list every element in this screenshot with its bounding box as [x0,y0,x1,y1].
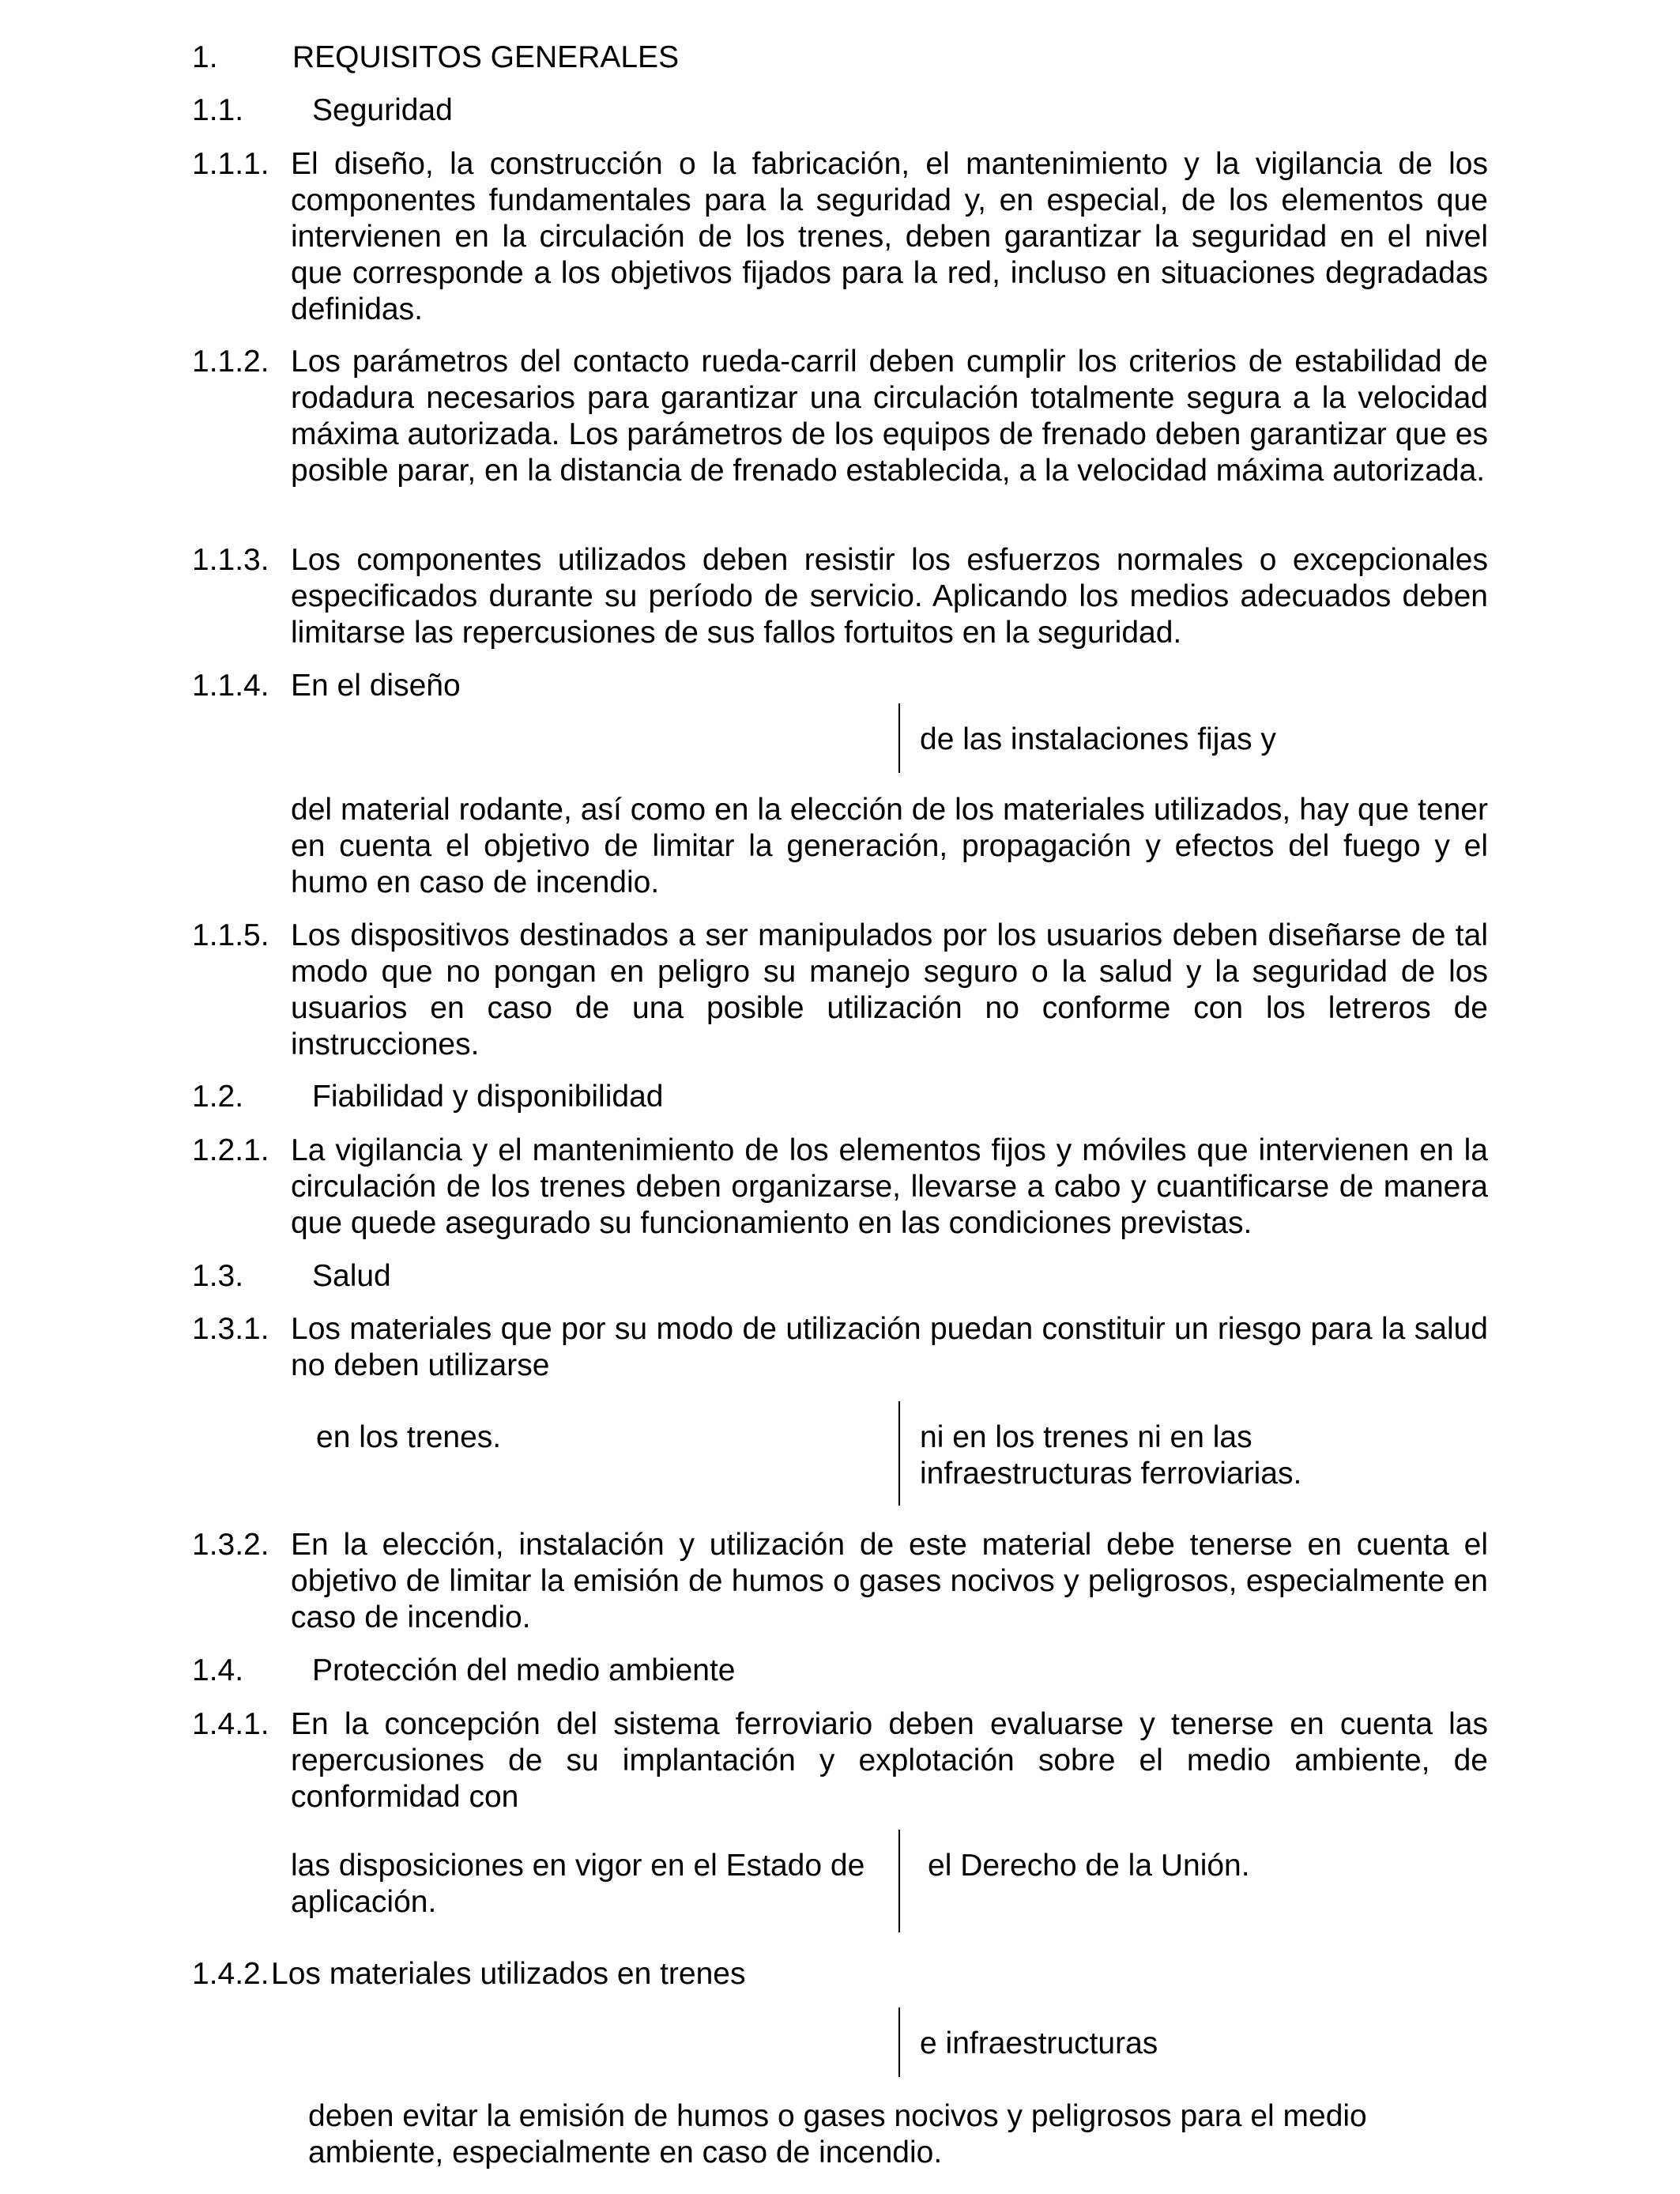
paragraph-1-3-2 [192,1527,1488,1636]
subsection-number: 1.2. [192,1080,244,1114]
paragraph-number: 1.4.1. [192,1707,269,1741]
column-divider [898,703,900,773]
paragraph-1-3-1 [192,1311,1488,1384]
paragraph-continuation: deben evitar la emisión de humos o gases nocivos y peligrosos para el medio ambiente, especialmente en caso de incendio. [308,2099,1367,2169]
paragraph-continuation: del material rodante, así como en la elección de los materiales utilizados, hay que tener en cuenta el objetivo de limitar la generación, propagación y efectos del fuego y el humo en caso de incendio. [291,793,1488,899]
section-number: 1. [192,40,218,74]
paragraph-number: 1.4.2. [192,1957,269,1991]
paragraph-1-4-1 [192,1706,1488,1815]
paragraph-text: Los componentes utilizados deben resistir los esfuerzos normales o excepcionales especificados durante su período de servicio. Aplicando los medios adecuados deben limitarse las repercusiones de sus fallos fortuitos en la seguridad. [291,543,1488,650]
paragraph-intro: Los materiales utilizados en trenes [271,1957,746,1991]
paragraph-1-1-4 [192,668,1488,704]
paragraph-1-1-2 [192,344,1488,489]
paragraph-number: 1.1.2. [192,345,269,379]
paragraph-text: En la elección, instalación y utilización de este material debe tenerse en cuenta el objetivo de limitar la emisión de humos o gases nocivos y peligrosos, especialmente en caso de incendio. [291,1528,1488,1634]
paragraph-number: 1.3.1. [192,1312,269,1346]
paragraph-1-1-3 [192,542,1488,651]
variant-right-text: el Derecho de la Unión. [928,1849,1250,1883]
paragraph-1-1-5 [192,918,1488,1063]
paragraph-intro: En el diseño [291,669,461,703]
paragraph-1-1-1 [192,146,1488,328]
column-divider [898,2007,900,2077]
paragraph-1-2-1 [192,1133,1488,1242]
subsection-title: Salud [312,1259,391,1293]
column-divider [898,1401,900,1506]
paragraph-text: El diseño, la construcción o la fabricación, el mantenimiento y la vigilancia de los componentes fundamentales para la seguridad y, en especial, de los elementos que intervienen en la circulación de los trenes, deben garantizar la seguridad en el nivel que corresponde a los objetivos fijados para la red, incluso en situaciones degradadas definidas. [291,147,1488,326]
paragraph-text: Los parámetros del contacto rueda-carril deben cumplir los criterios de estabilidad de rodadura necesarios para garantizar una circulación totalmente segura a la velocidad máxima autorizada. Los parámetros de los equipos de frenado deben garantizar que es posible parar, en la distancia de frenado establecida, a la velocidad máxima autorizada. [291,345,1488,488]
paragraph-text: Los materiales que por su modo de utilización puedan constituir un riesgo para la salud no deben utilizarse [291,1312,1488,1382]
paragraph-number: 1.1.3. [192,543,269,577]
paragraph-number: 1.2.1. [192,1133,269,1167]
variant-left-text: en los trenes. [316,1420,502,1454]
subsection-title: Protección del medio ambiente [312,1653,736,1687]
subsection-title: Seguridad [312,93,453,127]
variant-right-text: e infraestructuras [920,2026,1158,2060]
variant-right-text: ni en los trenes ni en las infraestructuras ferroviarias. [920,1420,1302,1491]
paragraph-number: 1.3.2. [192,1528,269,1562]
paragraph-number: 1.1.5. [192,918,269,952]
subsection-number: 1.4. [192,1653,244,1687]
paragraph-text: La vigilancia y el mantenimiento de los elementos fijos y móviles que intervienen en la circulación de los trenes deben organizarse, llevarse a cabo y cuantificarse de manera que quede asegurado su funcionamiento en las condiciones previstas. [291,1133,1488,1240]
paragraph-text: En la concepción del sistema ferroviario deben evaluarse y tenerse en cuenta las repercusiones de su implantación y explotación sobre el medio ambiente, de conformidad con [291,1707,1488,1814]
paragraph-number: 1.1.4. [192,669,269,703]
paragraph-text: Los dispositivos destinados a ser manipulados por los usuarios deben diseñarse de tal modo que no pongan en peligro su manejo seguro o la salud y la seguridad de los usuarios en caso de una posible utilización no conforme con los letreros de instrucciones. [291,918,1488,1061]
subsection-number: 1.1. [192,93,244,127]
section-title: REQUISITOS GENERALES [292,40,680,74]
variant-left-text: las disposiciones en vigor en el Estado de aplicación. [291,1849,865,1919]
variant-right-text: de las instalaciones fijas y [920,722,1276,756]
subsection-title: Fiabilidad y disponibilidad [312,1080,664,1114]
paragraph-number: 1.1.1. [192,147,269,181]
column-divider [898,1830,900,1932]
subsection-number: 1.3. [192,1259,244,1293]
